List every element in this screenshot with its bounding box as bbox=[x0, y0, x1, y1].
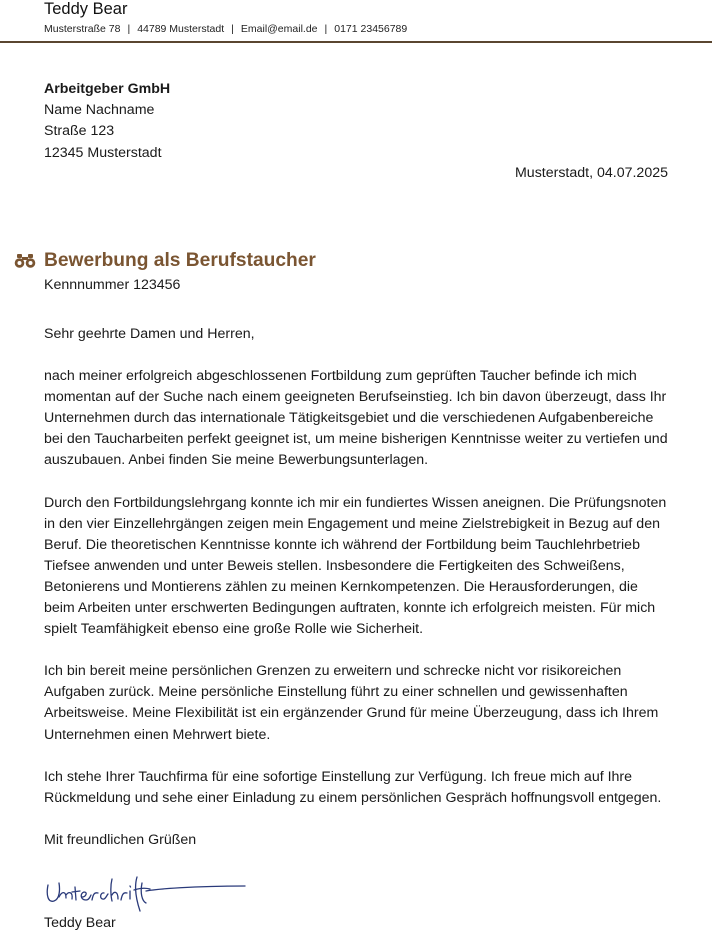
recipient-city: 12345 Musterstadt bbox=[44, 144, 162, 161]
body-paragraph: Ich stehe Ihrer Tauchfirma für eine sofortige Einstellung zur Verfügung. Ich freue mich auf Ihre Rückmeldung und sehe einer Einladung zu einem persönlichen Gespräch hoffnungsvoll entgegen. bbox=[44, 768, 662, 806]
closing: Mit freundlichen Grüßen bbox=[44, 831, 197, 848]
binoculars-icon bbox=[14, 254, 36, 268]
body-paragraph: Durch den Fortbildungslehrgang konnte ich mir ein fundiertes Wissen aneignen. Die Prüfungsnoten in den vier Einzellehrgängen zeigen mein Engagement und meine Zielstrebigkeit in Bezug auf den Beruf. Die theoretischen Kenntnisse konnte ich während der Fortbildung beim Tauchlehrbetrieb Tiefsee anwenden und unter Beweis stellen. Insbesondere die Fertigkeiten des Schweißens, Betonierens und Montierens zählen zu meinen Kernkompetenzen. Die Herausforderungen, die beim Arbeiten unter erschwerten Bedingungen auftraten, konnte ich erfolgreich meisten. Für mich spielt Teamfähigkeit ebenso eine große Rolle wie Sicherheit. bbox=[44, 494, 667, 638]
letter-body bbox=[44, 324, 668, 872]
sender-contact-line bbox=[44, 21, 407, 37]
handwritten-signature bbox=[42, 873, 252, 915]
salutation: Sehr geehrte Damen und Herren, bbox=[44, 326, 255, 342]
body-paragraph: nach meiner erfolgreich abgeschlossenen Fortbildung zum geprüften Taucher befinde ich mich momentan auf der Suche nach einem geeigneten Berufseinstieg. Ich bin davon überzeugt, dass Ihr Unternehmen durch das internationale Tätigkeitsgebiet und die verschiedenen Aufgabenbereiche bei den Taucharbeiten perfekt geeignet ist, um meine bisherigen Kenntnisse weiter zu vertiefen und auszubauen. Anbei finden Sie meine Bewerbungsunterlagen. bbox=[44, 368, 668, 469]
sender-street: Musterstraße 78 bbox=[44, 23, 121, 35]
recipient-contact: Name Nachname bbox=[44, 102, 155, 119]
recipient-address bbox=[44, 79, 170, 164]
sender-city: 44789 Musterstadt bbox=[137, 23, 225, 35]
subject-title: Bewerbung als Berufstaucher bbox=[44, 250, 316, 271]
reference-number: Kennnummer 123456 bbox=[44, 277, 181, 293]
separator: | bbox=[231, 23, 234, 35]
sender-email: Email@email.de bbox=[240, 23, 318, 35]
recipient-street: Straße 123 bbox=[44, 123, 115, 140]
header-divider bbox=[0, 41, 712, 43]
separator: | bbox=[324, 23, 328, 35]
separator: | bbox=[127, 23, 131, 35]
signer-name: Teddy Bear bbox=[44, 915, 116, 931]
sender-phone: 0171 23456789 bbox=[334, 23, 408, 35]
body-paragraph: Ich bin bereit meine persönlichen Grenzen zu erweitern und schrecke nicht vor risikoreichen Aufgaben zurück. Meine persönliche Einstellung führt zu einer schnellen und gewissenhaften Arbeitsweise. Meine Flexibilität ist ein ergänzender Grund für meine Überzeugung, dass ich Ihrem Unternehmen einen Mehrwert biete. bbox=[44, 663, 659, 743]
sender-name: Teddy Bear bbox=[44, 0, 128, 18]
recipient-company: Arbeitgeber GmbH bbox=[44, 81, 171, 97]
letter-date: Musterstadt, 04.07.2025 bbox=[514, 165, 668, 181]
